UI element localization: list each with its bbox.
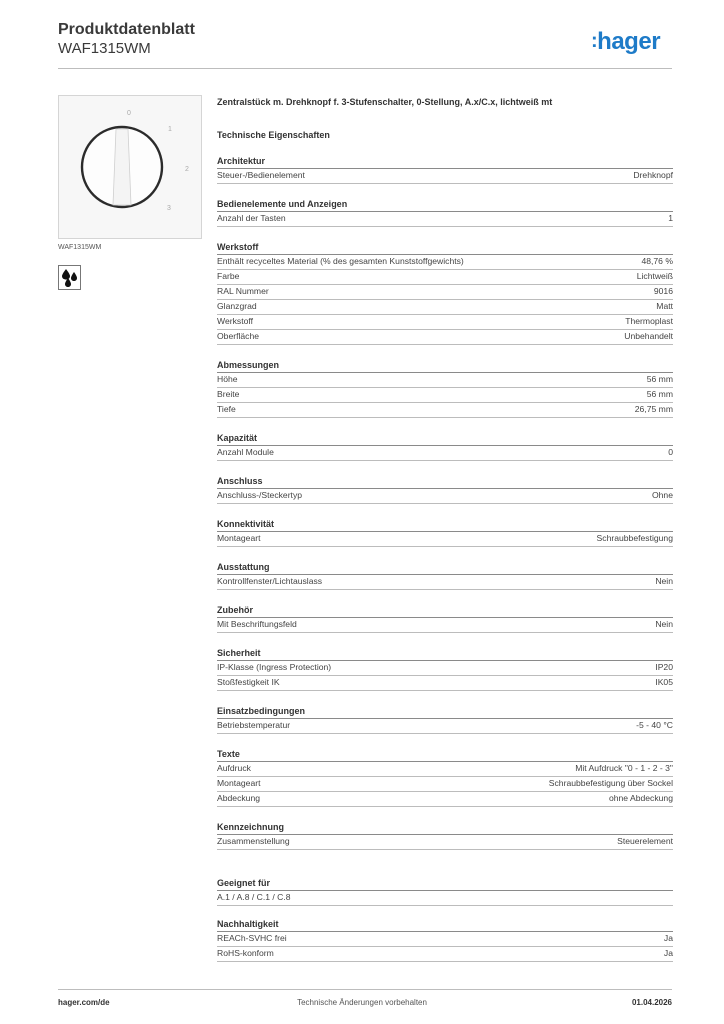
section-title: Einsatzbedingungen	[217, 705, 673, 719]
spec-value: Ja	[663, 933, 673, 943]
spec-label: Oberfläche	[217, 331, 260, 341]
spec-label: Anschluss-/Steckertyp	[217, 490, 303, 500]
spec-value: 56 mm	[646, 374, 673, 384]
suitable-section	[217, 877, 673, 906]
spec-value: Schraubbefestigung über Sockel	[548, 778, 673, 788]
spec-row	[217, 270, 673, 285]
dial-label-1: 1	[168, 126, 172, 133]
spec-row	[217, 719, 673, 734]
spec-value: Ohne	[651, 490, 673, 500]
spec-row	[217, 532, 673, 547]
spec-row	[217, 661, 673, 676]
spec-row	[217, 255, 673, 270]
spec-label: Tiefe	[217, 404, 236, 414]
image-caption: WAF1315WM	[58, 244, 102, 251]
spec-row	[217, 300, 673, 315]
brand-logo: :hager	[591, 28, 661, 55]
spec-value: Drehknopf	[633, 170, 673, 180]
spec-row	[217, 315, 673, 330]
section-title: Architektur	[217, 155, 673, 169]
spec-section	[217, 647, 673, 691]
spec-value: IK05	[655, 677, 673, 687]
section-title-suitable: Geeignet für	[217, 877, 673, 891]
spec-row	[217, 777, 673, 792]
spec-value: 1	[668, 213, 673, 223]
spec-value: 56 mm	[646, 389, 673, 399]
spec-label: Betriebstemperatur	[217, 720, 291, 730]
spec-label: Mit Beschriftungsfeld	[217, 619, 297, 629]
spec-label: Montageart	[217, 778, 261, 788]
section-title: Texte	[217, 748, 673, 762]
spec-section	[217, 561, 673, 590]
spec-label: Aufdruck	[217, 763, 251, 773]
footer-date: 01.04.2026	[631, 998, 672, 1007]
spec-label: Enthält recyceltes Material (% des gesamten Kunststoffgewichts)	[217, 256, 464, 266]
spec-section	[217, 748, 673, 807]
spec-label: REACh-SVHC frei	[217, 933, 287, 943]
section-title: Anschluss	[217, 475, 673, 489]
spec-value: 48,76 %	[641, 256, 673, 266]
footer-website[interactable]: hager.com/de	[58, 998, 110, 1007]
spec-label: Abdeckung	[217, 793, 261, 803]
section-title-sustainability: Nachhaltigkeit	[217, 918, 673, 932]
spec-value: Unbehandelt	[624, 331, 673, 341]
footer-divider	[58, 989, 672, 990]
dial-label-3: 3	[167, 205, 171, 212]
spec-value: Steuerelement	[617, 836, 673, 846]
spec-row	[217, 388, 673, 403]
section-title: Konnektivität	[217, 518, 673, 532]
spec-value: 26,75 mm	[634, 404, 673, 414]
spec-label: Steuer-/Bedienelement	[217, 170, 305, 180]
spec-value: Ja	[663, 948, 673, 958]
product-image	[58, 95, 202, 239]
spec-label: Kontrollfenster/Lichtauslass	[217, 576, 323, 586]
spec-row	[217, 575, 673, 590]
spec-label: Anzahl der Tasten	[217, 213, 286, 223]
spec-row	[217, 489, 673, 504]
section-title: Bedienelemente und Anzeigen	[217, 198, 673, 212]
spec-value: ohne Abdeckung	[608, 793, 673, 803]
section-title: Werkstoff	[217, 241, 673, 255]
spec-label: Breite	[217, 389, 240, 399]
spec-value: 9016	[653, 286, 673, 296]
spec-section	[217, 604, 673, 633]
spec-section	[217, 475, 673, 504]
spec-section	[217, 432, 673, 461]
spec-section	[217, 518, 673, 547]
spec-label: RAL Nummer	[217, 286, 269, 296]
spec-sections	[217, 155, 673, 850]
spec-section	[217, 198, 673, 227]
spec-row	[217, 285, 673, 300]
dial-label-2: 2	[185, 166, 189, 173]
spec-value: -5 - 40 °C	[636, 720, 673, 730]
header-divider	[58, 68, 672, 69]
section-title: Kennzeichnung	[217, 821, 673, 835]
spec-value: Nein	[655, 576, 673, 586]
section-title: Ausstattung	[217, 561, 673, 575]
suitable-value: A.1 / A.8 / C.1 / C.8	[217, 891, 673, 906]
spec-row	[217, 403, 673, 418]
spec-label: Montageart	[217, 533, 261, 543]
spec-section	[217, 155, 673, 184]
spec-value: Mit Aufdruck "0 - 1 - 2 - 3"	[575, 763, 673, 773]
section-title: Abmessungen	[217, 359, 673, 373]
spec-section	[217, 359, 673, 418]
spec-row	[217, 330, 673, 345]
spec-value: Thermoplast	[625, 316, 673, 326]
spec-row	[217, 835, 673, 850]
spec-section	[217, 821, 673, 850]
spec-section	[217, 241, 673, 345]
spec-label: Farbe	[217, 271, 240, 281]
spec-value: Matt	[656, 301, 673, 311]
spec-row	[217, 618, 673, 633]
spec-label: Höhe	[217, 374, 238, 384]
product-description: Zentralstück m. Drehknopf f. 3-Stufenschalter, 0-Stellung, A.x/C.x, lichtweiß mt	[217, 97, 553, 107]
spec-value: Schraubbefestigung	[596, 533, 673, 543]
spec-row	[217, 792, 673, 807]
rotary-knob-illustration	[59, 96, 201, 238]
spec-label: RoHS-konform	[217, 948, 274, 958]
spec-label: Zusammenstellung	[217, 836, 290, 846]
section-title: Kapazität	[217, 432, 673, 446]
spec-label: Stoßfestigkeit IK	[217, 677, 280, 687]
spec-label: Anzahl Module	[217, 447, 274, 457]
spec-content	[217, 96, 673, 962]
spec-row	[217, 446, 673, 461]
spec-row	[217, 169, 673, 184]
dial-label-0: 0	[127, 110, 131, 117]
spec-label: IP-Klasse (Ingress Protection)	[217, 662, 332, 672]
spec-label: Glanzgrad	[217, 301, 257, 311]
spec-value: Lichtweiß	[636, 271, 673, 281]
spec-row	[217, 676, 673, 691]
sustainability-section	[217, 918, 673, 962]
spec-label: Werkstoff	[217, 316, 253, 326]
article-number: WAF1315WM	[58, 40, 151, 57]
spec-row	[217, 373, 673, 388]
spec-value: IP20	[655, 662, 673, 672]
spec-value: Nein	[655, 619, 673, 629]
section-title: Sicherheit	[217, 647, 673, 661]
page-title: Produktdatenblatt	[58, 21, 195, 38]
spec-section	[217, 705, 673, 734]
spec-row	[217, 932, 673, 947]
tech-heading: Technische Eigenschaften	[217, 130, 330, 140]
footer-notice: Technische Änderungen vorbehalten	[297, 998, 427, 1007]
spec-row	[217, 762, 673, 777]
water-drops-icon	[58, 265, 81, 290]
spec-row	[217, 212, 673, 227]
spec-value: 0	[668, 447, 673, 457]
section-title: Zubehör	[217, 604, 673, 618]
spec-row	[217, 947, 673, 962]
